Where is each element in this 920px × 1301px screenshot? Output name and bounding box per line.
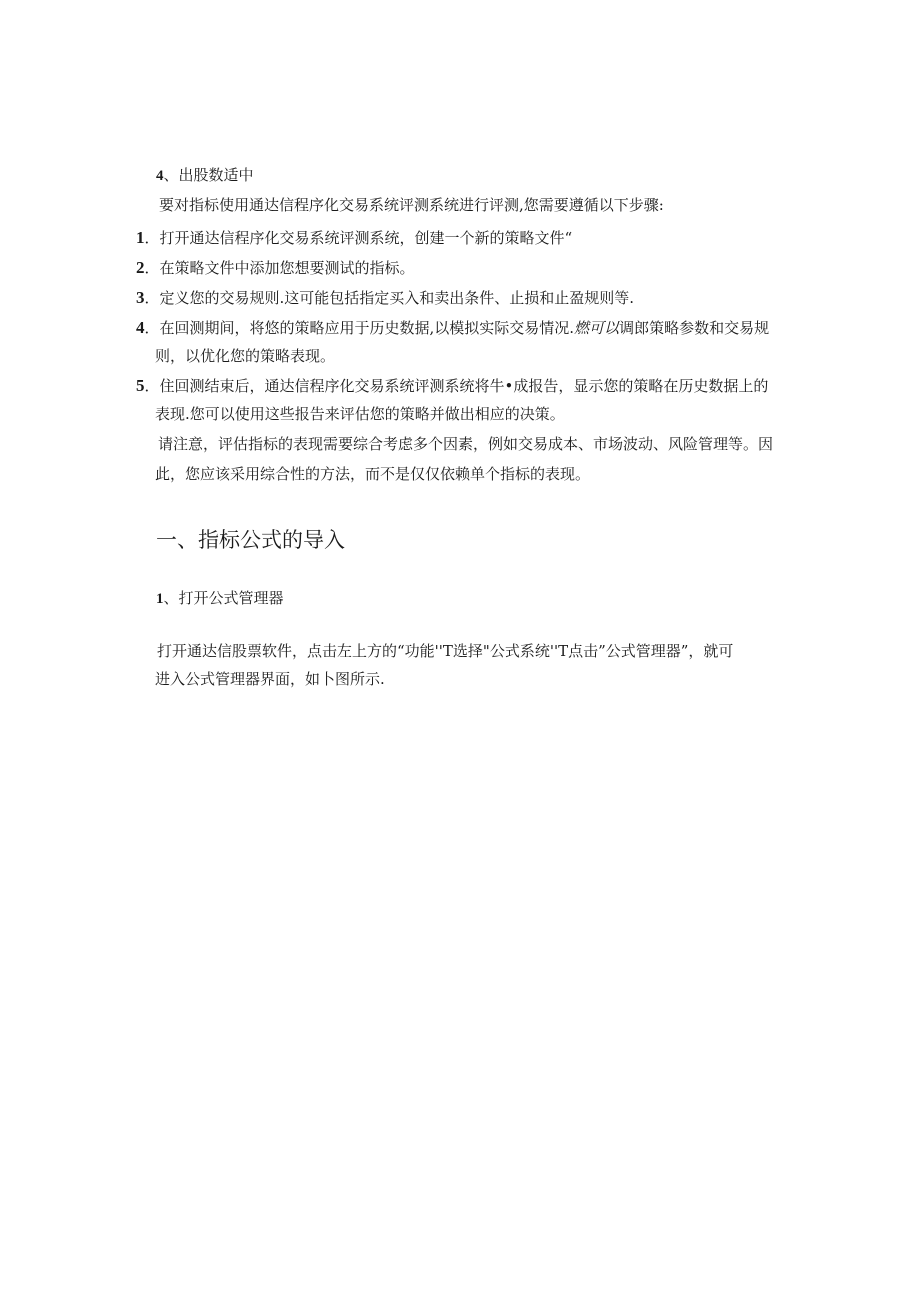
step-1-number: 1 (136, 228, 145, 247)
subsection-1-heading (156, 588, 284, 609)
step-5-number: 5 (136, 376, 145, 395)
step-1 (136, 228, 572, 248)
section-4-intro: 要对指标使用通达信程序化交易系统评测系统进行评测,您需要遵循以下步骤: (159, 196, 664, 214)
paragraph-line-2: 进入公式管理器界面，如卜图所示. (155, 670, 385, 688)
step-2-number: 2 (136, 258, 145, 277)
step-3 (136, 288, 634, 308)
note-line-1: 请注意，评估指标的表现需要综合考虑多个因素，例如交易成本、市场波动、风险管理等。因 (158, 435, 774, 453)
step-2 (136, 258, 415, 278)
section-4-number: 4 (156, 168, 164, 184)
step-5-text: ．住回测结束后，通达信程序化交易系统评测系统将牛•成报告，显示您的策略在历史数据上的 (144, 377, 769, 395)
step-2-text: ．在策略文件中添加您想要测试的指标。 (144, 259, 415, 277)
step-4-number: 4 (136, 318, 145, 337)
section-4-heading (156, 165, 254, 186)
step-4-continuation: 则，以优化您的策略表现。 (155, 347, 336, 365)
step-4-text-pre: ．在回测期间，将悠的策略应用于历史数据,以模拟实际交易情况. (144, 319, 575, 337)
step-3-number: 3 (136, 288, 145, 307)
step-4-text-post: 调郎策略参数和交易规 (619, 319, 770, 337)
note-line-2: 此，您应该采用综合性的方法，而不是仅仅依赖单个指标的表现。 (155, 465, 591, 483)
step-5 (136, 376, 768, 396)
paragraph-line-1: 打开通达信股票软件，点击左上方的“功能''T选择"公式系统''T点击”公式管理器”，就可 (157, 642, 734, 660)
step-4-text-italic: 燃可以 (574, 319, 620, 337)
section-4-title: 、出股数适中 (163, 166, 254, 184)
section-heading: 一、指标公式的导入 (156, 528, 345, 552)
subsection-1-number: 1 (156, 591, 164, 607)
subsection-1-title: 、打开公式管理器 (163, 589, 284, 607)
step-4 (136, 318, 769, 338)
step-5-continuation: 表现.您可以使用这些报告来评估您的策略并做出相应的决策。 (155, 405, 565, 423)
step-3-text: ．定义您的交易规则.这可能包括指定买入和卖出条件、止损和止盈规则等. (144, 289, 635, 307)
step-1-text: ．打开通达信程序化交易系统评测系统，创建一个新的策略文件“ (144, 229, 573, 247)
